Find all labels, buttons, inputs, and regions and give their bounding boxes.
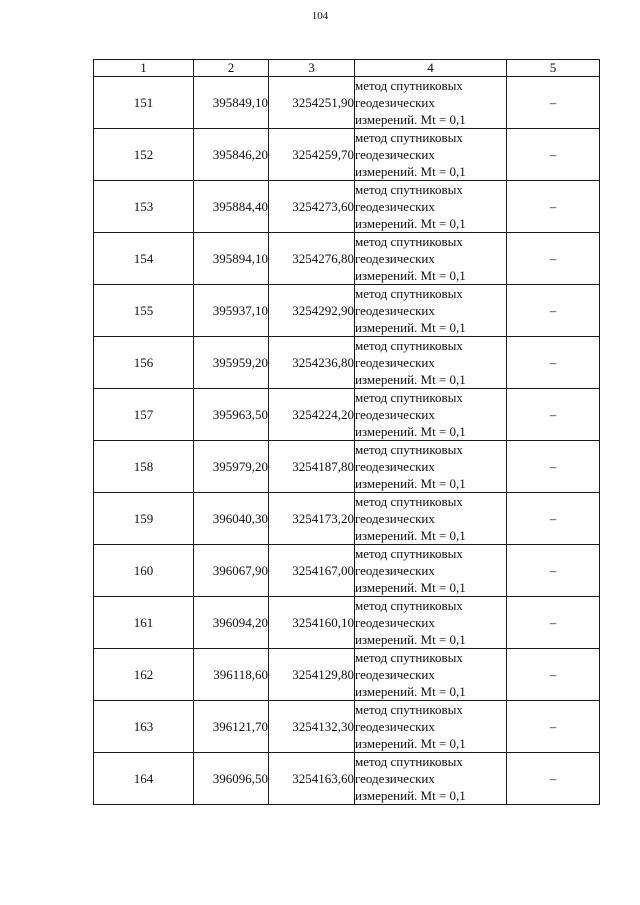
method-line: измерений. Mt = 0,1: [355, 528, 466, 543]
method-line: геодезических: [355, 147, 435, 162]
method-cell: [355, 493, 507, 545]
table-row: [94, 441, 600, 493]
method-line: измерений. Mt = 0,1: [355, 788, 466, 803]
table-row: [94, 389, 600, 441]
method-line: геодезических: [355, 719, 435, 734]
method-cell: [355, 77, 507, 129]
method-line: геодезических: [355, 199, 435, 214]
x-coordinate-cell: 395849,10: [194, 77, 269, 129]
y-coordinate-cell: 3254167,00: [269, 545, 355, 597]
x-coordinate-cell: 396096,50: [194, 753, 269, 805]
method-line: геодезических: [355, 511, 435, 526]
note-cell: –: [507, 285, 600, 337]
method-line: геодезических: [355, 251, 435, 266]
method-cell: [355, 649, 507, 701]
method-line: измерений. Mt = 0,1: [355, 684, 466, 699]
x-coordinate-cell: 395979,20: [194, 441, 269, 493]
method-line: геодезических: [355, 303, 435, 318]
y-coordinate-cell: 3254173,20: [269, 493, 355, 545]
method-line: геодезических: [355, 355, 435, 370]
point-number-cell: 159: [94, 493, 194, 545]
method-cell: [355, 389, 507, 441]
table-row: [94, 649, 600, 701]
point-number-cell: 154: [94, 233, 194, 285]
column-header: 3: [269, 60, 355, 77]
method-line: измерений. Mt = 0,1: [355, 632, 466, 647]
note-cell: –: [507, 753, 600, 805]
method-line: метод спутниковых: [355, 182, 463, 197]
y-coordinate-cell: 3254259,70: [269, 129, 355, 181]
note-cell: –: [507, 181, 600, 233]
y-coordinate-cell: 3254163,60: [269, 753, 355, 805]
table-row: [94, 337, 600, 389]
table-row: [94, 181, 600, 233]
table-header-row: [94, 60, 600, 77]
note-cell: –: [507, 649, 600, 701]
method-line: метод спутниковых: [355, 650, 463, 665]
point-number-cell: 158: [94, 441, 194, 493]
method-line: геодезических: [355, 95, 435, 110]
method-line: измерений. Mt = 0,1: [355, 372, 466, 387]
table-row: [94, 545, 600, 597]
method-cell: [355, 701, 507, 753]
y-coordinate-cell: 3254129,80: [269, 649, 355, 701]
point-number-cell: 157: [94, 389, 194, 441]
note-cell: –: [507, 493, 600, 545]
y-coordinate-cell: 3254292,90: [269, 285, 355, 337]
note-cell: –: [507, 389, 600, 441]
x-coordinate-cell: 396040,30: [194, 493, 269, 545]
method-line: метод спутниковых: [355, 286, 463, 301]
page-number: 104: [311, 10, 329, 22]
x-coordinate-cell: 395959,20: [194, 337, 269, 389]
note-cell: –: [507, 337, 600, 389]
method-cell: [355, 181, 507, 233]
x-coordinate-cell: 396118,60: [194, 649, 269, 701]
x-coordinate-cell: 395846,20: [194, 129, 269, 181]
method-cell: [355, 233, 507, 285]
point-number-cell: 161: [94, 597, 194, 649]
method-line: геодезических: [355, 563, 435, 578]
method-cell: [355, 129, 507, 181]
method-line: измерений. Mt = 0,1: [355, 112, 466, 127]
y-coordinate-cell: 3254224,20: [269, 389, 355, 441]
point-number-cell: 162: [94, 649, 194, 701]
y-coordinate-cell: 3254236,80: [269, 337, 355, 389]
point-number-cell: 153: [94, 181, 194, 233]
method-line: метод спутниковых: [355, 702, 463, 717]
method-line: геодезических: [355, 771, 435, 786]
method-line: метод спутниковых: [355, 442, 463, 457]
x-coordinate-cell: 396121,70: [194, 701, 269, 753]
column-header: 2: [194, 60, 269, 77]
table-row: [94, 233, 600, 285]
note-cell: –: [507, 77, 600, 129]
table-row: [94, 493, 600, 545]
method-line: метод спутниковых: [355, 234, 463, 249]
y-coordinate-cell: 3254187,80: [269, 441, 355, 493]
note-cell: –: [507, 129, 600, 181]
method-line: геодезических: [355, 615, 435, 630]
x-coordinate-cell: 396094,20: [194, 597, 269, 649]
note-cell: –: [507, 441, 600, 493]
method-line: измерений. Mt = 0,1: [355, 320, 466, 335]
method-line: измерений. Mt = 0,1: [355, 736, 466, 751]
method-line: метод спутниковых: [355, 130, 463, 145]
point-number-cell: 155: [94, 285, 194, 337]
method-line: геодезических: [355, 459, 435, 474]
note-cell: –: [507, 545, 600, 597]
method-cell: [355, 597, 507, 649]
method-line: измерений. Mt = 0,1: [355, 268, 466, 283]
point-number-cell: 164: [94, 753, 194, 805]
table-row: [94, 77, 600, 129]
method-line: метод спутниковых: [355, 598, 463, 613]
method-line: измерений. Mt = 0,1: [355, 476, 466, 491]
method-line: метод спутниковых: [355, 546, 463, 561]
method-line: измерений. Mt = 0,1: [355, 216, 466, 231]
method-line: метод спутниковых: [355, 78, 463, 93]
method-line: измерений. Mt = 0,1: [355, 164, 466, 179]
method-line: метод спутниковых: [355, 494, 463, 509]
table-row: [94, 753, 600, 805]
table-row: [94, 129, 600, 181]
column-header: 4: [355, 60, 507, 77]
coordinates-table: [93, 59, 600, 805]
method-cell: [355, 441, 507, 493]
table-row: [94, 597, 600, 649]
y-coordinate-cell: 3254160,10: [269, 597, 355, 649]
method-cell: [355, 753, 507, 805]
column-header: 5: [507, 60, 600, 77]
point-number-cell: 160: [94, 545, 194, 597]
y-coordinate-cell: 3254132,30: [269, 701, 355, 753]
table-row: [94, 701, 600, 753]
note-cell: –: [507, 701, 600, 753]
column-header: 1: [94, 60, 194, 77]
method-line: измерений. Mt = 0,1: [355, 424, 466, 439]
point-number-cell: 156: [94, 337, 194, 389]
method-line: метод спутниковых: [355, 390, 463, 405]
method-cell: [355, 337, 507, 389]
x-coordinate-cell: 396067,90: [194, 545, 269, 597]
method-line: геодезических: [355, 667, 435, 682]
y-coordinate-cell: 3254251,90: [269, 77, 355, 129]
point-number-cell: 163: [94, 701, 194, 753]
point-number-cell: 152: [94, 129, 194, 181]
method-line: метод спутниковых: [355, 338, 463, 353]
x-coordinate-cell: 395894,10: [194, 233, 269, 285]
y-coordinate-cell: 3254276,80: [269, 233, 355, 285]
x-coordinate-cell: 395884,40: [194, 181, 269, 233]
table-row: [94, 285, 600, 337]
method-line: измерений. Mt = 0,1: [355, 580, 466, 595]
method-line: геодезических: [355, 407, 435, 422]
note-cell: –: [507, 597, 600, 649]
point-number-cell: 151: [94, 77, 194, 129]
x-coordinate-cell: 395963,50: [194, 389, 269, 441]
method-cell: [355, 285, 507, 337]
y-coordinate-cell: 3254273,60: [269, 181, 355, 233]
method-line: метод спутниковых: [355, 754, 463, 769]
note-cell: –: [507, 233, 600, 285]
method-cell: [355, 545, 507, 597]
x-coordinate-cell: 395937,10: [194, 285, 269, 337]
